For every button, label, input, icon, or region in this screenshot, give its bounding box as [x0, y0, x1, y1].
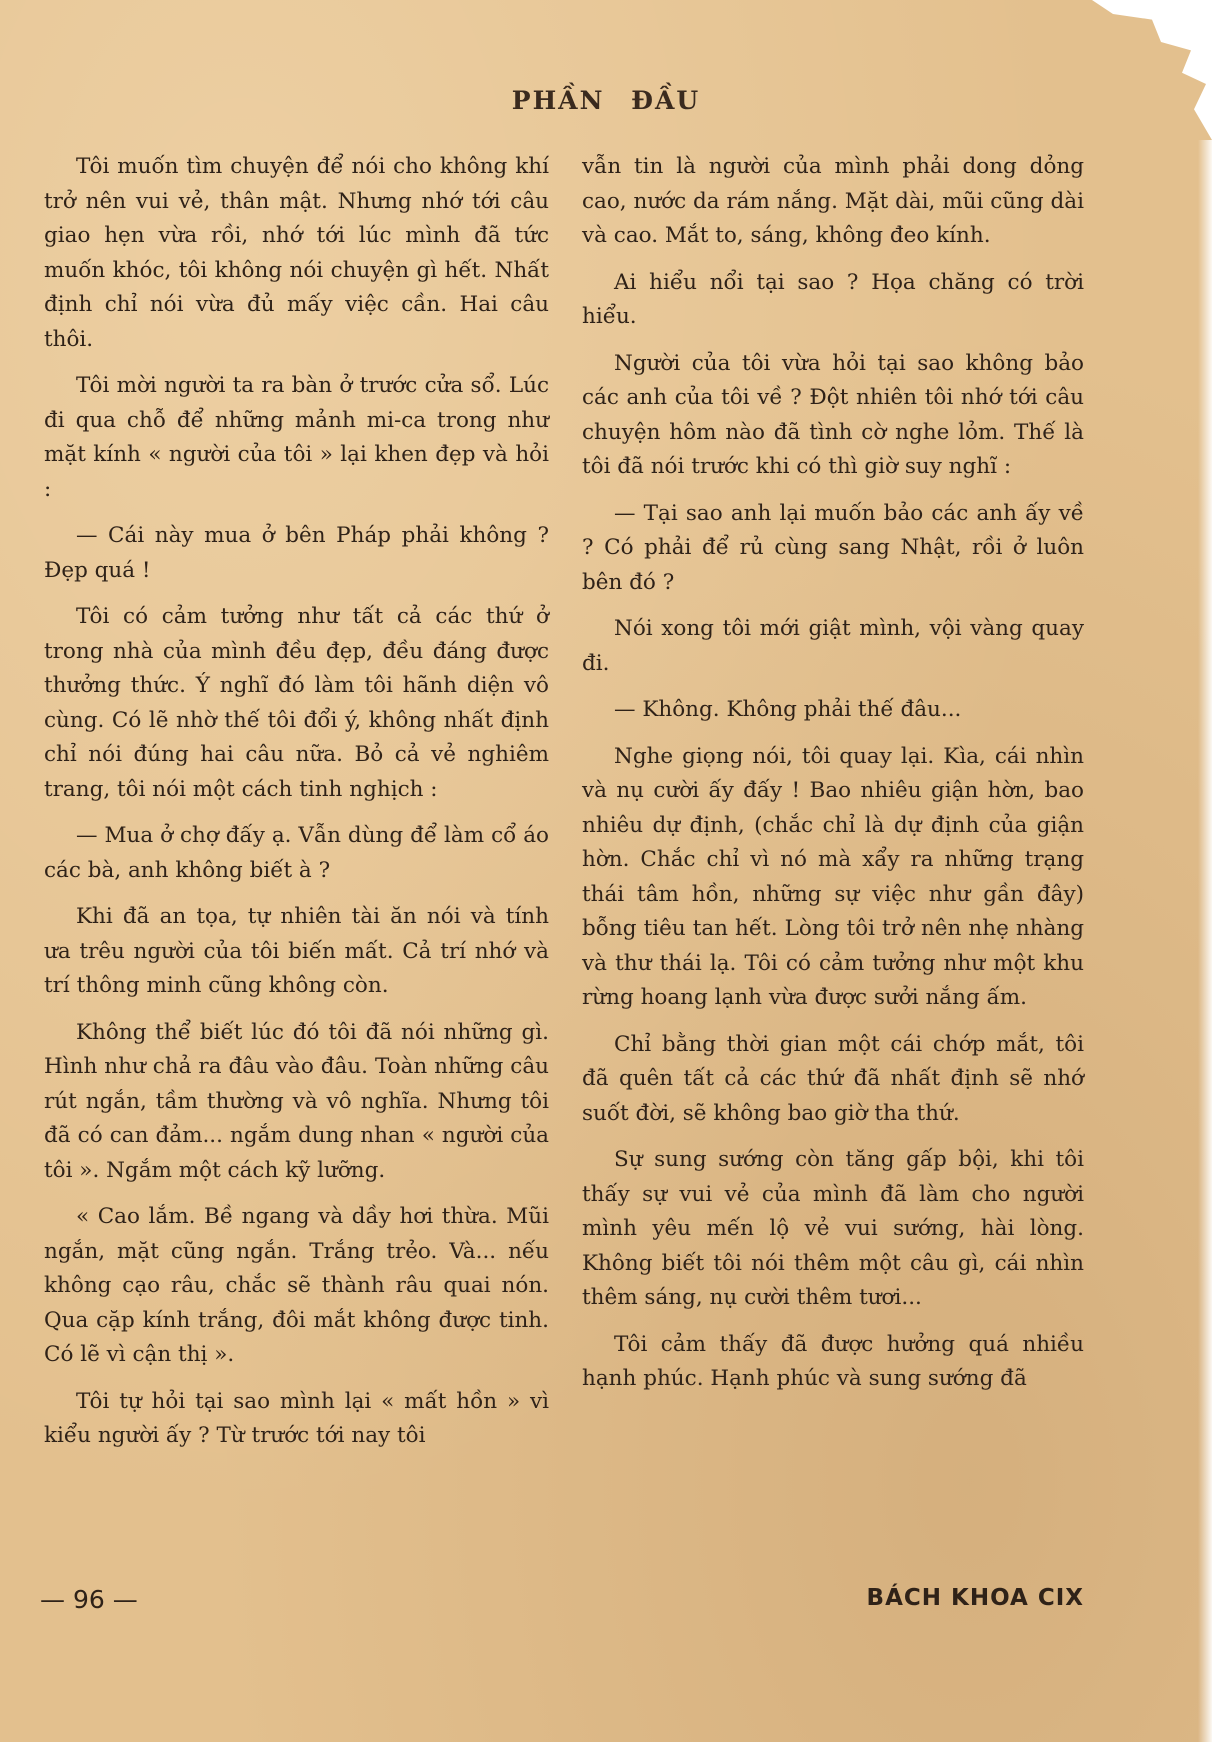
paragraph: Không thể biết lúc đó tôi đã nói những gì. Hình như chả ra đâu vào đâu. Toàn những câu rút ngắn, tầm thường và vô nghĩa. Nhưng tôi đã có can đảm... ngắm dung nhan « người của tôi ». Ngắm một cách kỹ lưỡng.	[44, 1019, 549, 1183]
running-title-part-2: ĐẦU	[631, 86, 701, 115]
paragraph: Sự sung sướng còn tăng gấp bội, khi tôi thấy sự vui vẻ của mình đã làm cho người mình yêu mến lộ vẻ vui sướng, hài lòng. Không biết tôi nói thêm một câu gì, cái nhìn thêm sáng, nụ cười thêm tươi...	[582, 1147, 1084, 1310]
paragraph: — Tại sao anh lại muốn bảo các anh ấy về ? Có phải để rủ cùng sang Nhật, rồi ở luôn bên đó ?	[582, 500, 1084, 595]
paragraph: — Cái này mua ở bên Pháp phải không ? Đẹp quá !	[44, 523, 549, 583]
running-title-part-1: PHẦN	[511, 86, 605, 115]
page-edge	[1198, 140, 1212, 1742]
paragraph: Tôi mời người ta ra bàn ở trước cửa sổ. Lúc đi qua chỗ để những mảnh mi-ca trong như mặt kính « người của tôi » lại khen đẹp và hỏi :	[44, 373, 549, 502]
paragraph: Chỉ bằng thời gian một cái chớp mắt, tôi đã quên tất cả các thứ đã nhất định sẽ nhớ suốt đời, sẽ không bao giờ tha thứ.	[582, 1031, 1084, 1126]
paragraph: Tôi tự hỏi tại sao mình lại « mất hồn » vì kiểu người ấy ? Từ trước tới nay tôi	[44, 1388, 549, 1448]
paragraph: « Cao lắm. Bề ngang và dầy hơi thừa. Mũi ngắn, mặt cũng ngắn. Trắng trẻo. Và... nếu không cạo râu, chắc sẽ thành râu quai nón. Qua cặp kính trắng, đôi mắt không được tinh. Có lẽ vì cận thị ».	[44, 1204, 549, 1367]
paragraph: Nghe giọng nói, tôi quay lại. Kìa, cái nhìn và nụ cười ấy đấy ! Bao nhiêu giận hờn, bao nhiêu dự định, (chắc chỉ là dự định của giận hờn. Chắc chỉ vì nó mà xẩy ra những trạng thái tâm hồn, những sự việc như gần đây) bỗng tiêu tan hết. Lòng tôi trở nên nhẹ nhàng và thư thái lạ. Tôi có cảm tưởng như một khu rừng hoang lạnh vừa được sưởi nắng ấm.	[582, 743, 1084, 1010]
paragraph: Nói xong tôi mới giật mình, vội vàng quay đi.	[582, 616, 1084, 676]
paragraph: — Mua ở chợ đấy ạ. Vẫn dùng để làm cổ áo các bà, anh không biết à ?	[44, 823, 549, 883]
running-head	[0, 86, 1212, 115]
torn-corner	[1062, 0, 1212, 140]
page-number: — 96 —	[40, 1585, 138, 1614]
right-column	[582, 150, 1084, 1409]
left-column	[44, 150, 549, 1466]
paragraph: Người của tôi vừa hỏi tại sao không bảo các anh của tôi về ? Đột nhiên tôi nhớ tới câu chuyện hôm nào đã tình cờ nghe lỏm. Thế là tôi đã nói trước khi có thì giờ suy nghĩ :	[582, 350, 1084, 479]
paragraph: Tôi cảm thấy đã được hưởng quá nhiều hạnh phúc. Hạnh phúc và sung sướng đã	[582, 1331, 1084, 1391]
paragraph: Tôi muốn tìm chuyện để nói cho không khí trở nên vui vẻ, thân mật. Nhưng nhớ tới câu giao hẹn vừa rồi, nhớ tới lúc mình đã tức muốn khóc, tôi không nói chuyện gì hết. Nhất định chỉ nói vừa đủ mấy việc cần. Hai câu thôi.	[44, 154, 549, 352]
paragraph-continued: vẫn tin là người của mình phải dong dỏng cao, nước da rám nắng. Mặt dài, mũi cũng dài và cao. Mắt to, sáng, không đeo kính.	[582, 154, 1084, 248]
paragraph: Ai hiểu nổi tại sao ? Họa chăng có trời hiểu.	[582, 269, 1084, 329]
paragraph: Tôi có cảm tưởng như tất cả các thứ ở trong nhà của mình đều đẹp, đều đáng được thưởng thức. Ý nghĩ đó làm tôi hãnh diện vô cùng. Có lẽ nhờ thế tôi đổi ý, không nhất định chỉ nói đúng hai câu nữa. Bỏ cả vẻ nghiêm trang, tôi nói một cách tinh nghịch :	[44, 604, 549, 802]
journal-name: BÁCH KHOA CIX	[866, 1585, 1084, 1611]
paragraph: — Không. Không phải thế đâu...	[614, 697, 962, 722]
paragraph: Khi đã an tọa, tự nhiên tài ăn nói và tính ưa trêu người của tôi biến mất. Cả trí nhớ và trí thông minh cũng không còn.	[44, 904, 549, 998]
